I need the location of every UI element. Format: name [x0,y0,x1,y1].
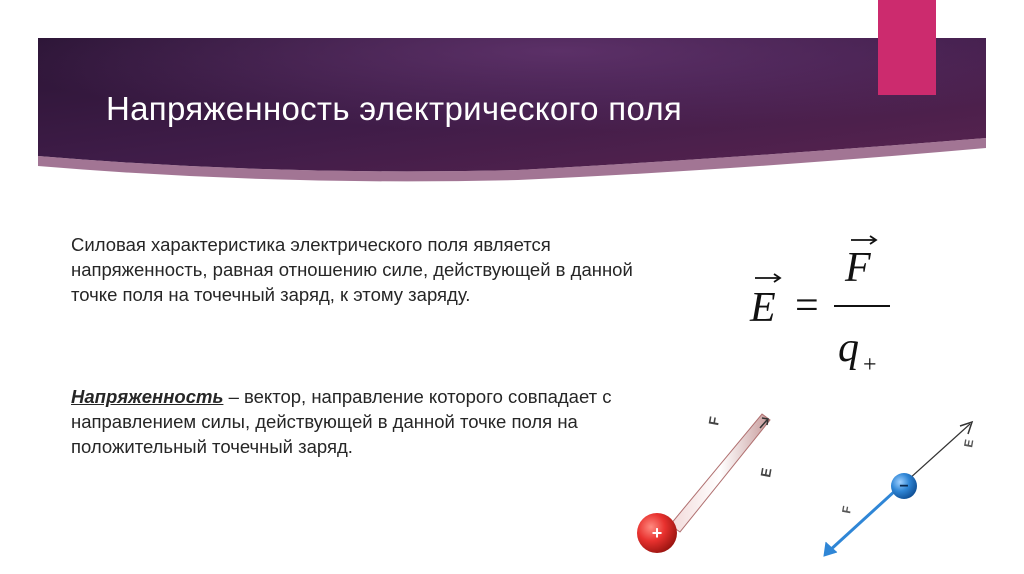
vector-arrow-icon [753,272,783,284]
positive-sign: + [651,523,663,543]
positive-charge-rod [670,414,770,532]
force-label: F [705,415,723,427]
negative-sign: − [899,478,909,495]
formula-denominator-q: q [838,325,859,371]
slide-title: Напряженность электрического поля [106,90,683,127]
force-label-negative: F [839,504,855,515]
vector-direction-paragraph [71,384,681,459]
vector-direction-text: – вектор, направление которого совпадает с направлением силы, действующей в данной точке поля на положительный точечный заряд. [71,386,612,457]
definition-paragraph: Силовая характеристика электрического поля является напряженность, равная отношению силе, действующей в данной точке поля на точечный заряд, к этому заряду. [71,234,633,305]
term-napryazhennost: Напряженность [71,386,224,407]
formula-equals: = [795,283,819,329]
formula-subscript: + [863,352,877,378]
charge-illustration [600,390,1024,574]
field-strength-formula [745,232,905,377]
field-label-right: E [961,438,977,449]
formula-numerator-f: F [845,245,871,291]
field-label-left: E [757,466,775,479]
accent-tab [878,0,936,95]
fraction-bar [834,305,890,307]
formula-lhs-e: E [750,285,776,331]
